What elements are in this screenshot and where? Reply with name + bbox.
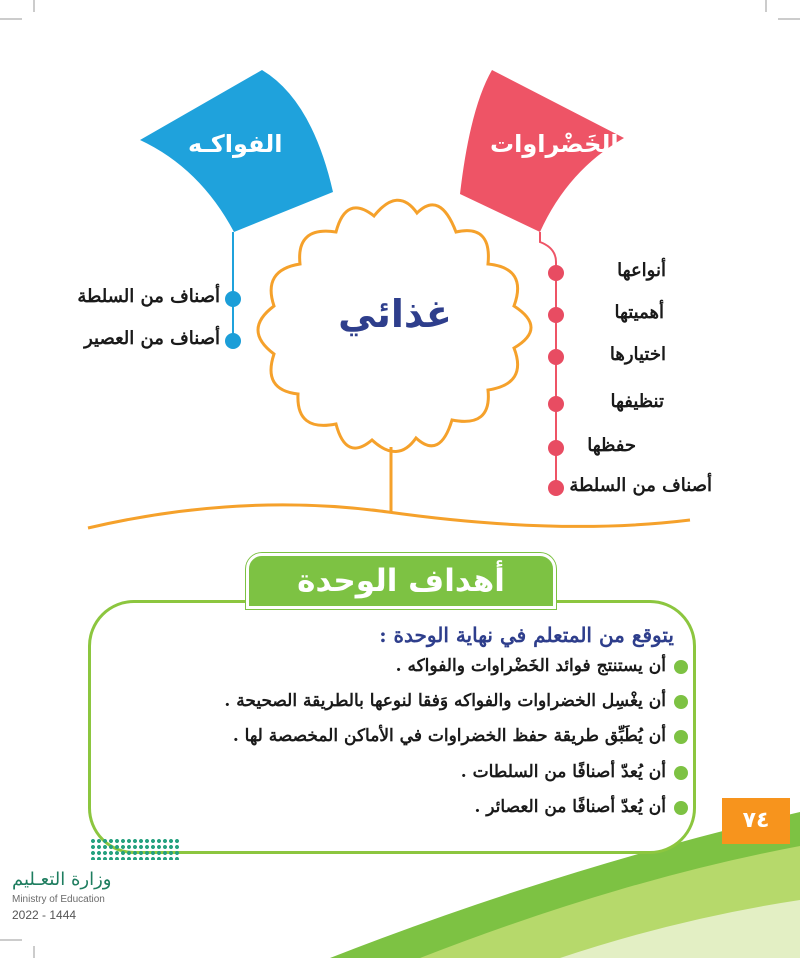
- branch-dot: [548, 440, 564, 456]
- bullet-icon: [674, 766, 688, 780]
- vegetables-category-label: الخَضْراوات: [490, 130, 619, 158]
- vegetables-branch-item: أنواعها: [617, 260, 666, 281]
- vegetables-branch-item: تنظيفها: [610, 391, 664, 412]
- goal-text: أن يغْسِل الخضراوات والفواكه وَفقا لنوعها بالطريقة الصحيحة .: [224, 691, 666, 711]
- goals-title: أهداف الوحدة: [246, 553, 556, 609]
- branch-dot: [548, 307, 564, 323]
- bullet-icon: [674, 801, 688, 815]
- ministry-name-en: Ministry of Education: [12, 894, 105, 905]
- vegetables-branch-item: أهميتها: [614, 302, 664, 323]
- branch-dot: [225, 333, 241, 349]
- ground-curve: [88, 505, 690, 528]
- bullet-icon: [674, 695, 688, 709]
- goal-item: [396, 656, 688, 676]
- branch-dot: [548, 265, 564, 281]
- bullet-icon: [674, 660, 688, 674]
- fruits-branch-item: أصناف من العصير: [84, 328, 220, 349]
- branch-dot: [548, 349, 564, 365]
- vegetables-branch-item: حفظها: [587, 435, 636, 456]
- goal-item: [233, 726, 688, 746]
- edition-year: 2022 - 1444: [12, 908, 77, 922]
- page-number: ٧٤: [722, 798, 790, 844]
- goal-item: [461, 762, 688, 782]
- goal-text: أن يُطَبِّق طريقة حفظ الخضراوات في الأماكن المخصصة لها .: [232, 726, 666, 746]
- vegetables-branch-item: اختيارها: [609, 344, 666, 365]
- bullet-icon: [674, 730, 688, 744]
- ministry-name-ar: وزارة التعـليم: [12, 869, 112, 890]
- branch-dot: [548, 480, 564, 496]
- goal-text: أن يستنتج فوائد الخَضْراوات والفواكه .: [395, 656, 666, 676]
- fruits-branch-item: أصناف من السلطة: [77, 286, 220, 307]
- goal-text: أن يُعدّ أصنافًا من العصائر .: [474, 797, 666, 817]
- center-label: غذائي: [338, 292, 452, 336]
- branch-dot: [225, 291, 241, 307]
- ministry-logo-icon: [90, 838, 180, 860]
- vegetables-branch-item: أصناف من السلطة: [569, 475, 712, 496]
- fruits-category-label: الفواكـه: [188, 130, 283, 158]
- goal-item: [224, 691, 688, 711]
- goal-item: [474, 797, 688, 817]
- goals-intro: يتوقع من المتعلم في نهاية الوحدة :: [379, 623, 674, 647]
- goal-text: أن يُعدّ أصنافًا من السلطات .: [460, 762, 666, 782]
- branch-dot: [548, 396, 564, 412]
